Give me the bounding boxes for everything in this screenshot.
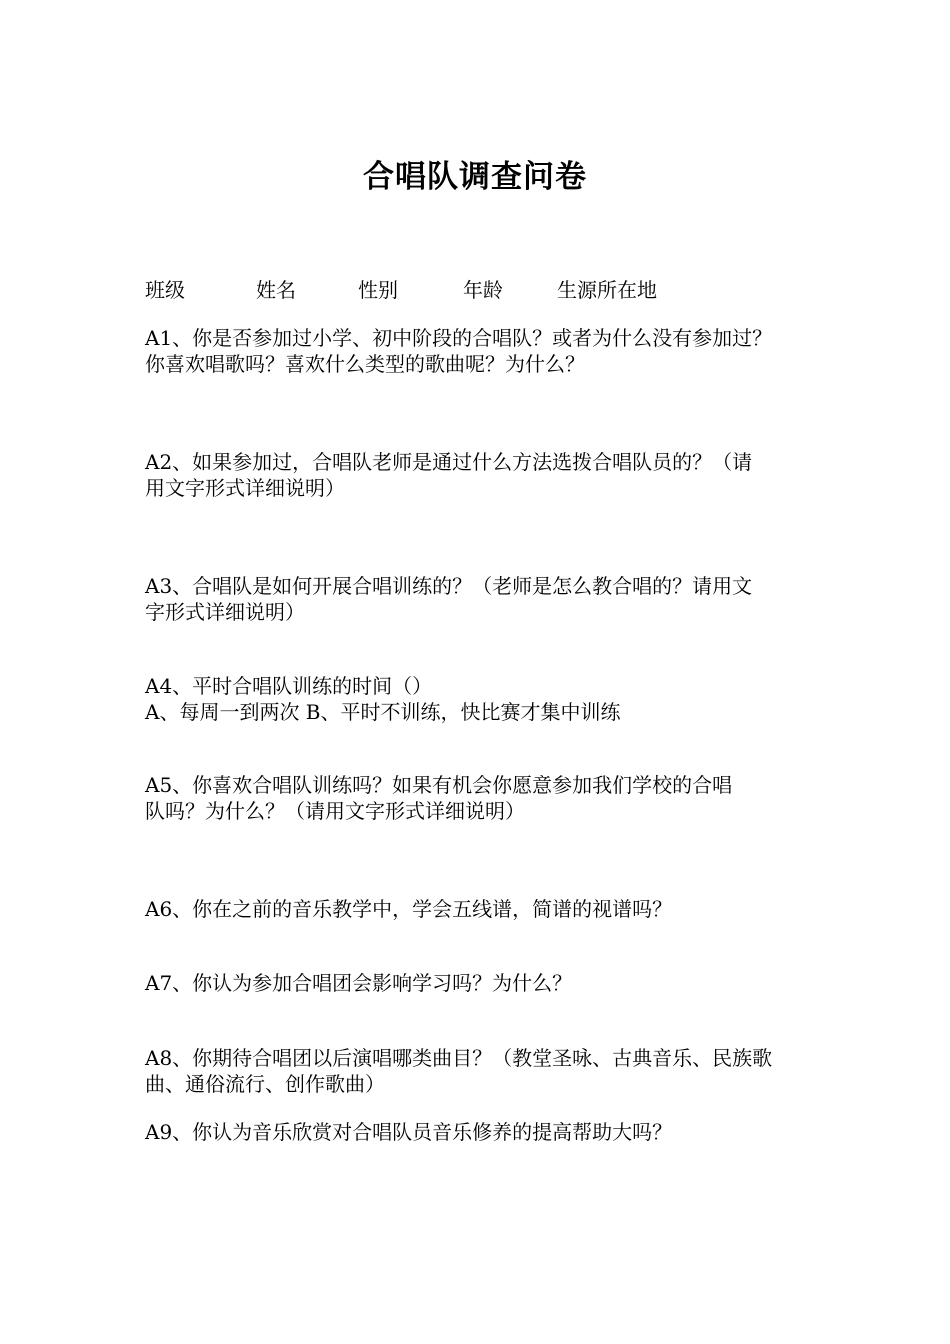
- page-title: 合唱队调查问卷: [363, 159, 587, 195]
- question-a3: [145, 573, 835, 625]
- question-line: A5、你喜欢合唱队训练吗？如果有机会你愿意参加我们学校的合唱: [145, 773, 733, 797]
- question-a5: [145, 772, 835, 824]
- info-field-class: 班级: [145, 278, 185, 302]
- question-line: A3、合唱队是如何开展合唱训练的？（老师是怎么教合唱的？请用文: [145, 574, 753, 598]
- question-a6: [145, 896, 835, 922]
- info-field-gender: 性别: [358, 278, 398, 302]
- question-a4: [145, 673, 835, 725]
- question-line: A8、你期待合唱团以后演唱哪类曲目？（教堂圣咏、古典音乐、民族歌: [145, 1046, 773, 1070]
- question-line: A9、你认为音乐欣赏对合唱队员音乐修养的提高帮助大吗？: [145, 1120, 673, 1144]
- question-line: A7、你认为参加合唱团会影响学习吗？为什么？: [145, 971, 573, 995]
- answer-options-line: A、每周一到两次 B、平时不训练，快比赛才集中训练: [145, 700, 621, 724]
- info-field-name: 姓名: [256, 278, 296, 302]
- question-line: 字形式详细说明）: [145, 600, 305, 624]
- question-a2: [145, 449, 835, 501]
- question-line: 你喜欢唱歌吗？喜欢什么类型的歌曲呢？为什么？: [145, 352, 585, 376]
- info-field-age: 年龄: [463, 278, 503, 302]
- question-line: A1、你是否参加过小学、初中阶段的合唱队？或者为什么没有参加过？: [145, 326, 773, 350]
- question-line: 曲、通俗流行、创作歌曲）: [145, 1072, 385, 1096]
- info-field-origin: 生源所在地: [557, 278, 657, 302]
- question-line: A6、你在之前的音乐教学中，学会五线谱，简谱的视谱吗？: [145, 897, 673, 921]
- question-a7: [145, 970, 835, 996]
- question-line: 用文字形式详细说明）: [145, 476, 345, 500]
- question-line: 队吗？为什么？（请用文字形式详细说明）: [145, 799, 525, 823]
- question-a8: [145, 1045, 835, 1097]
- question-a9: [145, 1119, 835, 1145]
- question-a1: [145, 325, 835, 377]
- question-line: A2、如果参加过，合唱队老师是通过什么方法选拨合唱队员的？（请: [145, 450, 753, 474]
- question-line: A4、平时合唱队训练的时间（）: [145, 674, 433, 698]
